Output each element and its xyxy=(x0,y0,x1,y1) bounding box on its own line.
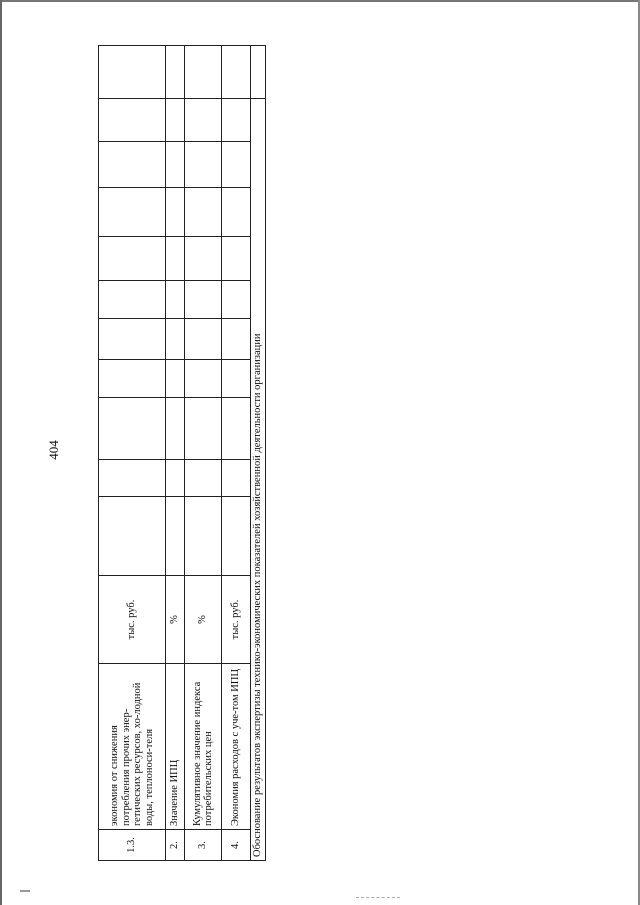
value-cell xyxy=(222,281,251,319)
value-cell xyxy=(99,142,166,188)
value-cell xyxy=(185,188,222,237)
value-cell xyxy=(185,460,222,497)
value-cell xyxy=(185,237,222,281)
value-cell xyxy=(222,398,251,460)
value-cell xyxy=(99,398,166,460)
value-cell xyxy=(166,188,185,237)
row-name: Кумулятивное значение индекса потребительских цен xyxy=(185,664,222,830)
value-cell xyxy=(166,142,185,188)
scan-artifact xyxy=(20,890,30,892)
value-cell xyxy=(99,460,166,497)
table-row xyxy=(222,46,251,861)
value-cell xyxy=(185,497,222,576)
row-number: 3. xyxy=(185,830,222,861)
row-name: экономия от снижения потребления прочих энер-гетических ресурсов, хо-лодной воды, теплоноси-теля xyxy=(99,664,166,830)
value-cell xyxy=(222,99,251,142)
value-cell xyxy=(166,46,185,99)
scan-artifact xyxy=(356,897,400,900)
value-cell xyxy=(222,460,251,497)
table-footer-text: Обоснование результатов экспертизы технико-экономических показателей хозяйственной деятельности организации xyxy=(251,99,266,861)
row-number: 2. xyxy=(166,830,185,861)
value-cell xyxy=(185,319,222,360)
row-unit: тыс. руб. xyxy=(222,576,251,664)
value-cell xyxy=(99,497,166,576)
value-cell xyxy=(222,497,251,576)
row-number: 1.3. xyxy=(99,830,166,861)
value-cell xyxy=(166,99,185,142)
value-cell xyxy=(166,398,185,460)
value-cell xyxy=(222,142,251,188)
row-unit: % xyxy=(166,576,185,664)
row-number: 4. xyxy=(222,830,251,861)
value-cell xyxy=(185,142,222,188)
value-cell xyxy=(222,237,251,281)
value-cell xyxy=(185,46,222,99)
indicators-table xyxy=(98,45,266,861)
row-name: Экономия расходов с уче-том ИПЦ xyxy=(222,664,251,830)
value-cell xyxy=(166,497,185,576)
value-cell xyxy=(222,46,251,99)
value-cell xyxy=(222,319,251,360)
value-cell xyxy=(222,360,251,398)
value-cell xyxy=(99,319,166,360)
value-cell xyxy=(99,188,166,237)
table-row xyxy=(99,46,166,861)
value-cell xyxy=(185,281,222,319)
rotated-table-container xyxy=(98,46,270,861)
value-cell xyxy=(166,281,185,319)
value-cell xyxy=(166,360,185,398)
value-cell xyxy=(99,46,166,99)
table-row xyxy=(185,46,222,861)
value-cell xyxy=(166,460,185,497)
value-cell xyxy=(185,99,222,142)
value-cell xyxy=(166,237,185,281)
row-name: Значение ИПЦ xyxy=(166,664,185,830)
value-cell xyxy=(185,360,222,398)
row-unit: % xyxy=(185,576,222,664)
value-cell xyxy=(185,398,222,460)
table-row xyxy=(166,46,185,861)
value-cell xyxy=(251,46,266,99)
value-cell xyxy=(99,237,166,281)
table-footer-row xyxy=(251,46,266,861)
value-cell xyxy=(222,188,251,237)
value-cell xyxy=(99,360,166,398)
row-unit: тыс. руб. xyxy=(99,576,166,664)
scan-edge-top xyxy=(0,0,640,2)
page-number: 404 xyxy=(46,440,61,460)
value-cell xyxy=(99,99,166,142)
value-cell xyxy=(99,281,166,319)
scan-edge-left xyxy=(0,0,2,905)
value-cell xyxy=(166,319,185,360)
